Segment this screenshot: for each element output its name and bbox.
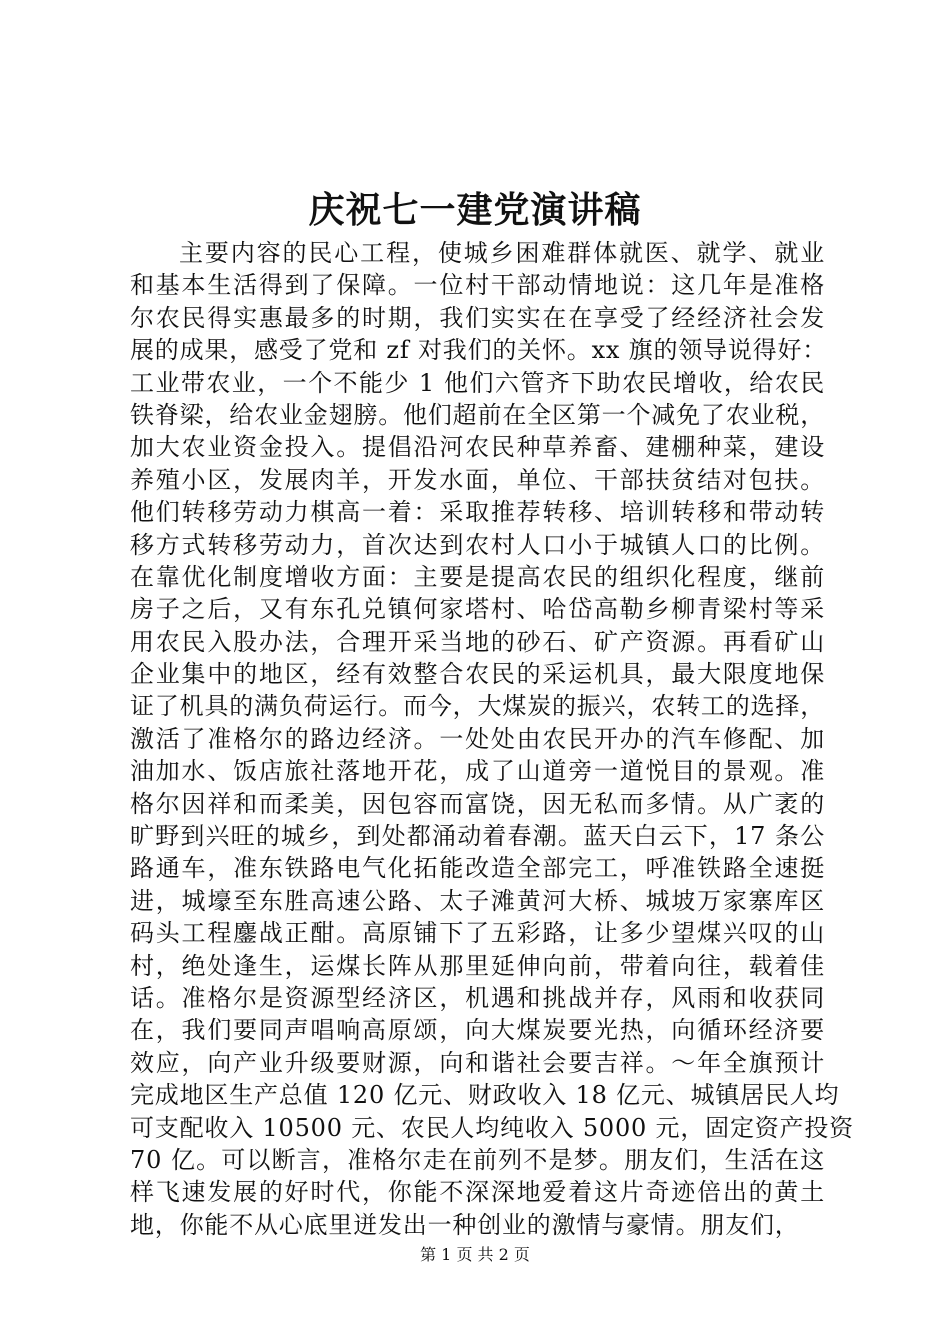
document-title: 庆祝七一建党演讲稿	[308, 189, 642, 231]
body-line: 企业集中的地区，经有效整合农民的采运机具，最大限度地保	[130, 660, 825, 689]
body-line: 展的成果，感受了党和 zf 对我们的关怀。xx 旗的领导说得好：	[130, 336, 828, 365]
body-line: 效应，向产业升级要财源，向和谐社会要吉祥。～年全旗预计	[130, 1048, 825, 1077]
body-line: 进，城壕至东胜高速公路、太子滩黄河大桥、城坡万家寨库区	[130, 886, 825, 915]
body-line: 路通车，准东铁路电气化拓能改造全部完工，呼准铁路全速挺	[130, 854, 825, 883]
body-line: 在靠优化制度增收方面：主要是提高农民的组织化程度，继前	[130, 562, 825, 591]
body-line: 工业带农业，一个不能少 1 他们六管齐下助农民增收，给农民	[130, 368, 825, 397]
body-line: 码头工程鏖战正酣。高原铺下了五彩路，让多少望煤兴叹的山	[130, 919, 825, 948]
body-line: 用农民入股办法，合理开采当地的砂石、矿产资源。再看矿山	[130, 627, 825, 656]
body-line: 在，我们要同声唱响高原颂，向大煤炭要光热，向循环经济要	[130, 1016, 825, 1045]
body-line: 移方式转移劳动力，首次达到农村人口小于城镇人口的比例。	[130, 530, 825, 559]
body-line: 完成地区生产总值 120 亿元、财政收入 18 亿元、城镇居民人均	[130, 1081, 840, 1110]
body-line: 尔农民得实惠最多的时期，我们实实在在享受了经经济社会发	[130, 303, 825, 332]
body-line: 70 亿。可以断言，准格尔走在前列不是梦。朋友们，生活在这	[130, 1145, 825, 1174]
body-line: 格尔因祥和而柔美，因包容而富饶，因无私而多情。从广袤的	[130, 789, 825, 818]
body-line: 话。准格尔是资源型经济区，机遇和挑战并存，风雨和收获同	[130, 983, 825, 1012]
body-line: 旷野到兴旺的城乡，到处都涌动着春潮。蓝天白云下，17 条公	[130, 822, 825, 851]
body-line: 他们转移劳动力棋高一着：采取推荐转移、培训转移和带动转	[130, 498, 825, 527]
body-line: 养殖小区，发展肉羊，开发水面，单位、干部扶贫结对包扶。	[130, 465, 825, 494]
body-line: 主要内容的民心工程，使城乡困难群体就医、就学、就业	[179, 239, 825, 267]
document-body	[130, 237, 854, 1241]
body-line: 样飞速发展的好时代，你能不深深地爱着这片奇迹倍出的黄土	[130, 1178, 825, 1207]
body-line: 房子之后，又有东孔兑镇何家塔村、哈岱高勒乡柳青梁村等采	[130, 595, 825, 624]
body-line: 油加水、饭店旅社落地开花，成了山道旁一道悦目的景观。准	[130, 757, 825, 786]
body-line: 地，你能不从心底里迸发出一种创业的激情与豪情。朋友们，	[130, 1210, 800, 1239]
body-line: 村，绝处逢生，运煤长阵从那里延伸向前，带着向往，载着佳	[130, 951, 825, 980]
body-line: 铁脊梁，给农业金翅膀。他们超前在全区第一个减免了农业税，	[130, 400, 825, 429]
body-line: 激活了准格尔的路边经济。一处处由农民开办的汽车修配、加	[130, 724, 825, 753]
body-line: 加大农业资金投入。提倡沿河农民种草养畜、建棚种菜，建设	[130, 433, 825, 462]
page-footer: 第 1 页 共 2 页	[420, 1245, 530, 1264]
body-line: 可支配收入 10500 元、农民人均纯收入 5000 元，固定资产投资	[130, 1113, 854, 1142]
body-line: 和基本生活得到了保障。一位村干部动情地说：这几年是准格	[130, 271, 825, 300]
body-line: 证了机具的满负荷运行。而今，大煤炭的振兴，农转工的选择，	[130, 692, 825, 721]
